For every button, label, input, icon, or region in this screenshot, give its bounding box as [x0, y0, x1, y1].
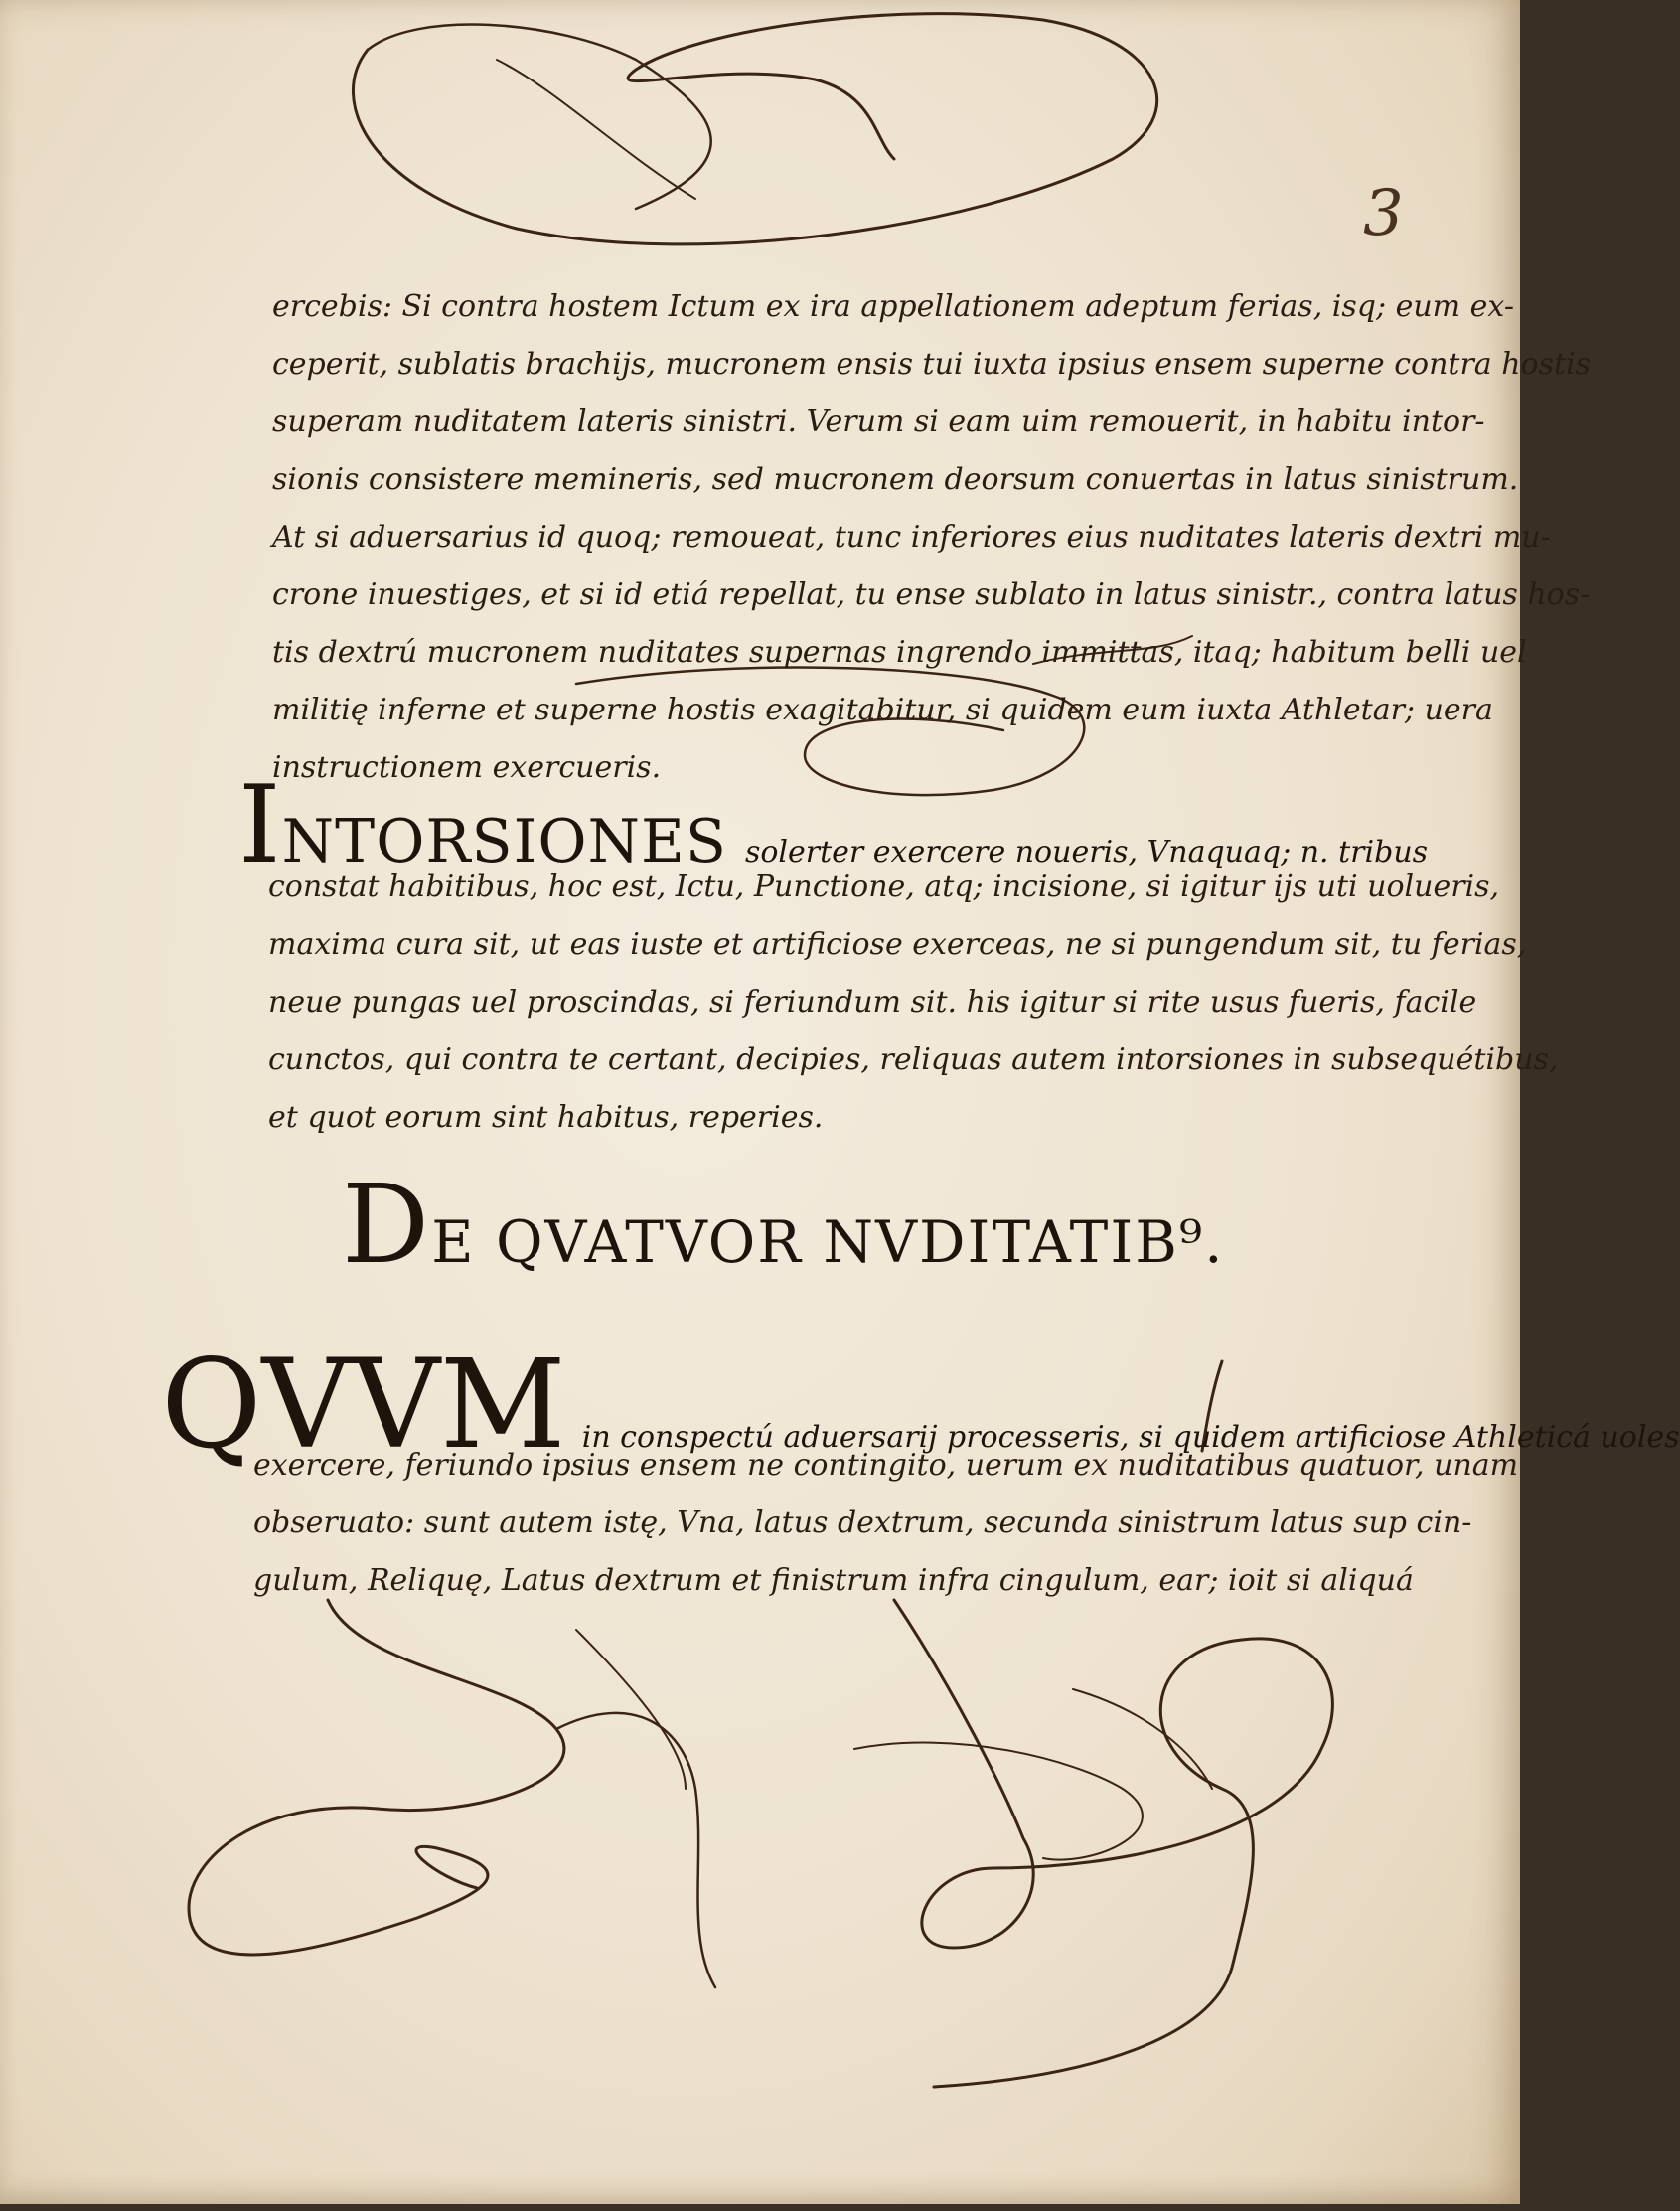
text-line: sionis consistere memineris, sed mucronem deorsum conuertas in latus sinistrum.	[272, 462, 1519, 497]
text-line: maxima cura sit, ut eas iuste et artificiose exerceas, ne si pungendum sit, tu ferias,	[268, 927, 1527, 962]
text-line: obseruato: sunt autem istę, Vna, latus dextrum, secunda sinistrum latus sup cin-	[253, 1505, 1472, 1540]
text-line: constat habitibus, hoc est, Ictu, Punctione, atq; incisione, si igitur ijs uti uolueris,	[268, 869, 1500, 904]
text-line: tis dextrú mucronem nuditates supernas ingrendo immittas, itaq; habitum belli uel	[272, 635, 1527, 670]
text-line: ercebis: Si contra hostem Ictum ex ira appellationem adeptum ferias, isq; eum ex-	[272, 289, 1514, 324]
text-line: ceperit, sublatis brachijs, mucronem ensis tui iuxta ipsius ensem superne contra hostis	[272, 347, 1592, 382]
text-line: crone inuestiges, et si id etiá repellat, tu ense sublato in latus sinistr., contra latus hos-	[272, 577, 1591, 612]
text-line: instructionem exercueris.	[272, 750, 662, 785]
chapter-title	[342, 1161, 1225, 1288]
text-line: superam nuditatem lateris sinistri. Verum si eam uim remouerit, in habitu intor-	[272, 404, 1485, 439]
text-line: neue pungas uel proscindas, si feriundum sit. his igitur si rite usus fueris, facile	[268, 985, 1477, 1020]
initial-capital: I	[238, 763, 282, 887]
paragraph-quum	[253, 1437, 1518, 1610]
text-line: gulum, Reliquę, Latus dextrum et finistrum infra cingulum, ear; ioit si aliquá	[253, 1563, 1414, 1598]
top-flourish	[353, 14, 1156, 244]
title-initial: D	[342, 1161, 432, 1288]
title-text: E QVATVOR NVDITATIB⁹.	[431, 1208, 1225, 1276]
paragraph-continuation	[272, 278, 1591, 797]
heading-text: QVVM	[161, 1334, 566, 1477]
bottom-flourish-left	[189, 1600, 564, 1955]
text-line: exercere, feriundo ipsius ensem ne contingito, uerum ex nuditatibus quatuor, unam	[253, 1448, 1519, 1483]
folio-number: 3	[1363, 177, 1404, 250]
heading-text: NTORSIONES	[281, 807, 727, 876]
text-line: cunctos, qui contra te certant, decipies, reliquas autem intorsiones in subsequétibus,	[268, 1042, 1559, 1077]
bottom-flourish-right	[894, 1600, 1332, 2087]
paragraph-intorsiones	[268, 859, 1558, 1147]
text-line: militię inferne et superne hostis exagitabitur, si quidem eum iuxta Athletar; uera	[272, 693, 1493, 727]
heading-line-continuation: in conspectú aduersarij processeris, si quidem artificiose Athleticá uoles	[581, 1420, 1680, 1455]
heading-line-continuation: solerter exercere noueris, Vnaquaq; n. tribus	[744, 835, 1429, 869]
text-line: et quot eorum sint habitus, reperies.	[268, 1100, 824, 1135]
text-line: At si aduersarius id quoq; remoueat, tunc inferiores eius nuditates lateris dextri mu-	[272, 520, 1551, 554]
